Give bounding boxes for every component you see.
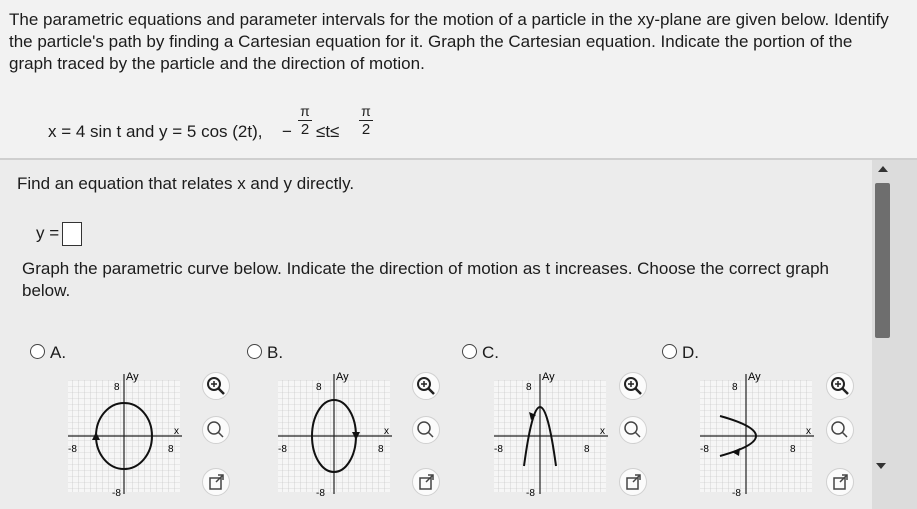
- graph-d-tick-right: 8: [790, 444, 796, 455]
- graph-c-tick-left: -8: [494, 444, 503, 455]
- graph-a-y-label: Ay: [126, 371, 139, 383]
- option-a-label: A.: [50, 343, 67, 362]
- interval-minus: −: [282, 122, 292, 141]
- graph-a-zoom-out-icon[interactable]: [202, 416, 230, 444]
- graph-c-zoom-in-icon[interactable]: [619, 372, 647, 400]
- upper-bound-numerator: π: [361, 103, 371, 119]
- relate-prompt: Find an equation that relates x and y directly.: [17, 174, 355, 193]
- graph-c-y-label: Ay: [542, 371, 555, 383]
- graph-b-x-label: x: [384, 426, 389, 437]
- scroll-up-icon[interactable]: [878, 166, 888, 172]
- answer-row: [36, 222, 82, 246]
- graph-d-tick-left: -8: [700, 444, 709, 455]
- graph-b-expand-icon[interactable]: [412, 468, 440, 496]
- answer-prefix: y =: [36, 223, 60, 243]
- graph-a-tick-left: -8: [68, 444, 77, 455]
- graph-c-tick-top: 8: [526, 382, 532, 393]
- interval-middle: ≤t≤: [316, 122, 340, 141]
- option-d[interactable]: [662, 343, 699, 363]
- graph-d-y-label: Ay: [748, 371, 761, 383]
- upper-bound-fraction: [359, 102, 373, 139]
- lower-bound-numerator: π: [300, 103, 310, 119]
- graph-b-tick-bottom: -8: [316, 488, 325, 499]
- graph-d-tick-bottom: -8: [732, 488, 741, 499]
- graph-prompt: Graph the parametric curve below. Indicate the direction of motion as t increases. Choose the correct graph below.: [22, 259, 829, 300]
- graph-a-expand-icon[interactable]: [202, 468, 230, 496]
- lower-bound-fraction: [298, 102, 312, 139]
- question-area: [0, 160, 872, 509]
- graph-a-tick-top: 8: [114, 382, 120, 393]
- graph-c-expand-icon[interactable]: [619, 468, 647, 496]
- option-d-radio[interactable]: [662, 344, 677, 359]
- option-a[interactable]: [30, 343, 66, 363]
- graph-b-y-label: Ay: [336, 371, 349, 383]
- problem-intro: The parametric equations and parameter intervals for the motion of a particle in the xy-plane are given below. Identify the particle's path by finding a Cartesian equation for it. Graph the Cartesian equation. Indicate the portion of the graph traced by the particle and the direction of motion.: [9, 10, 889, 73]
- answer-input[interactable]: [62, 222, 82, 246]
- lower-bound-denominator: 2: [300, 121, 310, 138]
- graph-c-tick-right: 8: [584, 444, 590, 455]
- option-c-radio[interactable]: [462, 344, 477, 359]
- option-d-label: D.: [682, 343, 699, 362]
- upper-bound-denominator: 2: [361, 121, 371, 138]
- graph-d: [692, 368, 822, 503]
- option-a-radio[interactable]: [30, 344, 45, 359]
- graph-c: [486, 368, 616, 503]
- graph-b-zoom-in-icon[interactable]: [412, 372, 440, 400]
- graph-b: [270, 368, 400, 503]
- problem-statement: [0, 0, 917, 158]
- graph-a-tick-bottom: -8: [112, 488, 121, 499]
- graph-a-zoom-in-icon[interactable]: [202, 372, 230, 400]
- graph-a-x-label: x: [174, 426, 179, 437]
- graph-c-zoom-out-icon[interactable]: [619, 416, 647, 444]
- option-b-label: B.: [267, 343, 284, 362]
- option-c-label: C.: [482, 343, 499, 362]
- option-b[interactable]: [247, 343, 283, 363]
- graph-d-tick-top: 8: [732, 382, 738, 393]
- graph-a: [60, 368, 190, 503]
- graph-c-tick-bottom: -8: [526, 488, 535, 499]
- graph-b-zoom-out-icon[interactable]: [412, 416, 440, 444]
- option-c[interactable]: [462, 343, 499, 363]
- graph-d-x-label: x: [806, 426, 811, 437]
- graph-b-tick-right: 8: [378, 444, 384, 455]
- graph-c-x-label: x: [600, 426, 605, 437]
- graph-a-tick-right: 8: [168, 444, 174, 455]
- scroll-down-icon[interactable]: [876, 463, 886, 469]
- graph-d-zoom-in-icon[interactable]: [826, 372, 854, 400]
- graph-d-expand-icon[interactable]: [826, 468, 854, 496]
- graph-d-zoom-out-icon[interactable]: [826, 416, 854, 444]
- graph-b-tick-left: -8: [278, 444, 287, 455]
- scrollbar-thumb[interactable]: [875, 183, 890, 338]
- equation-text: x = 4 sin t and y = 5 cos (2t),: [48, 122, 263, 141]
- option-b-radio[interactable]: [247, 344, 262, 359]
- graph-b-tick-top: 8: [316, 382, 322, 393]
